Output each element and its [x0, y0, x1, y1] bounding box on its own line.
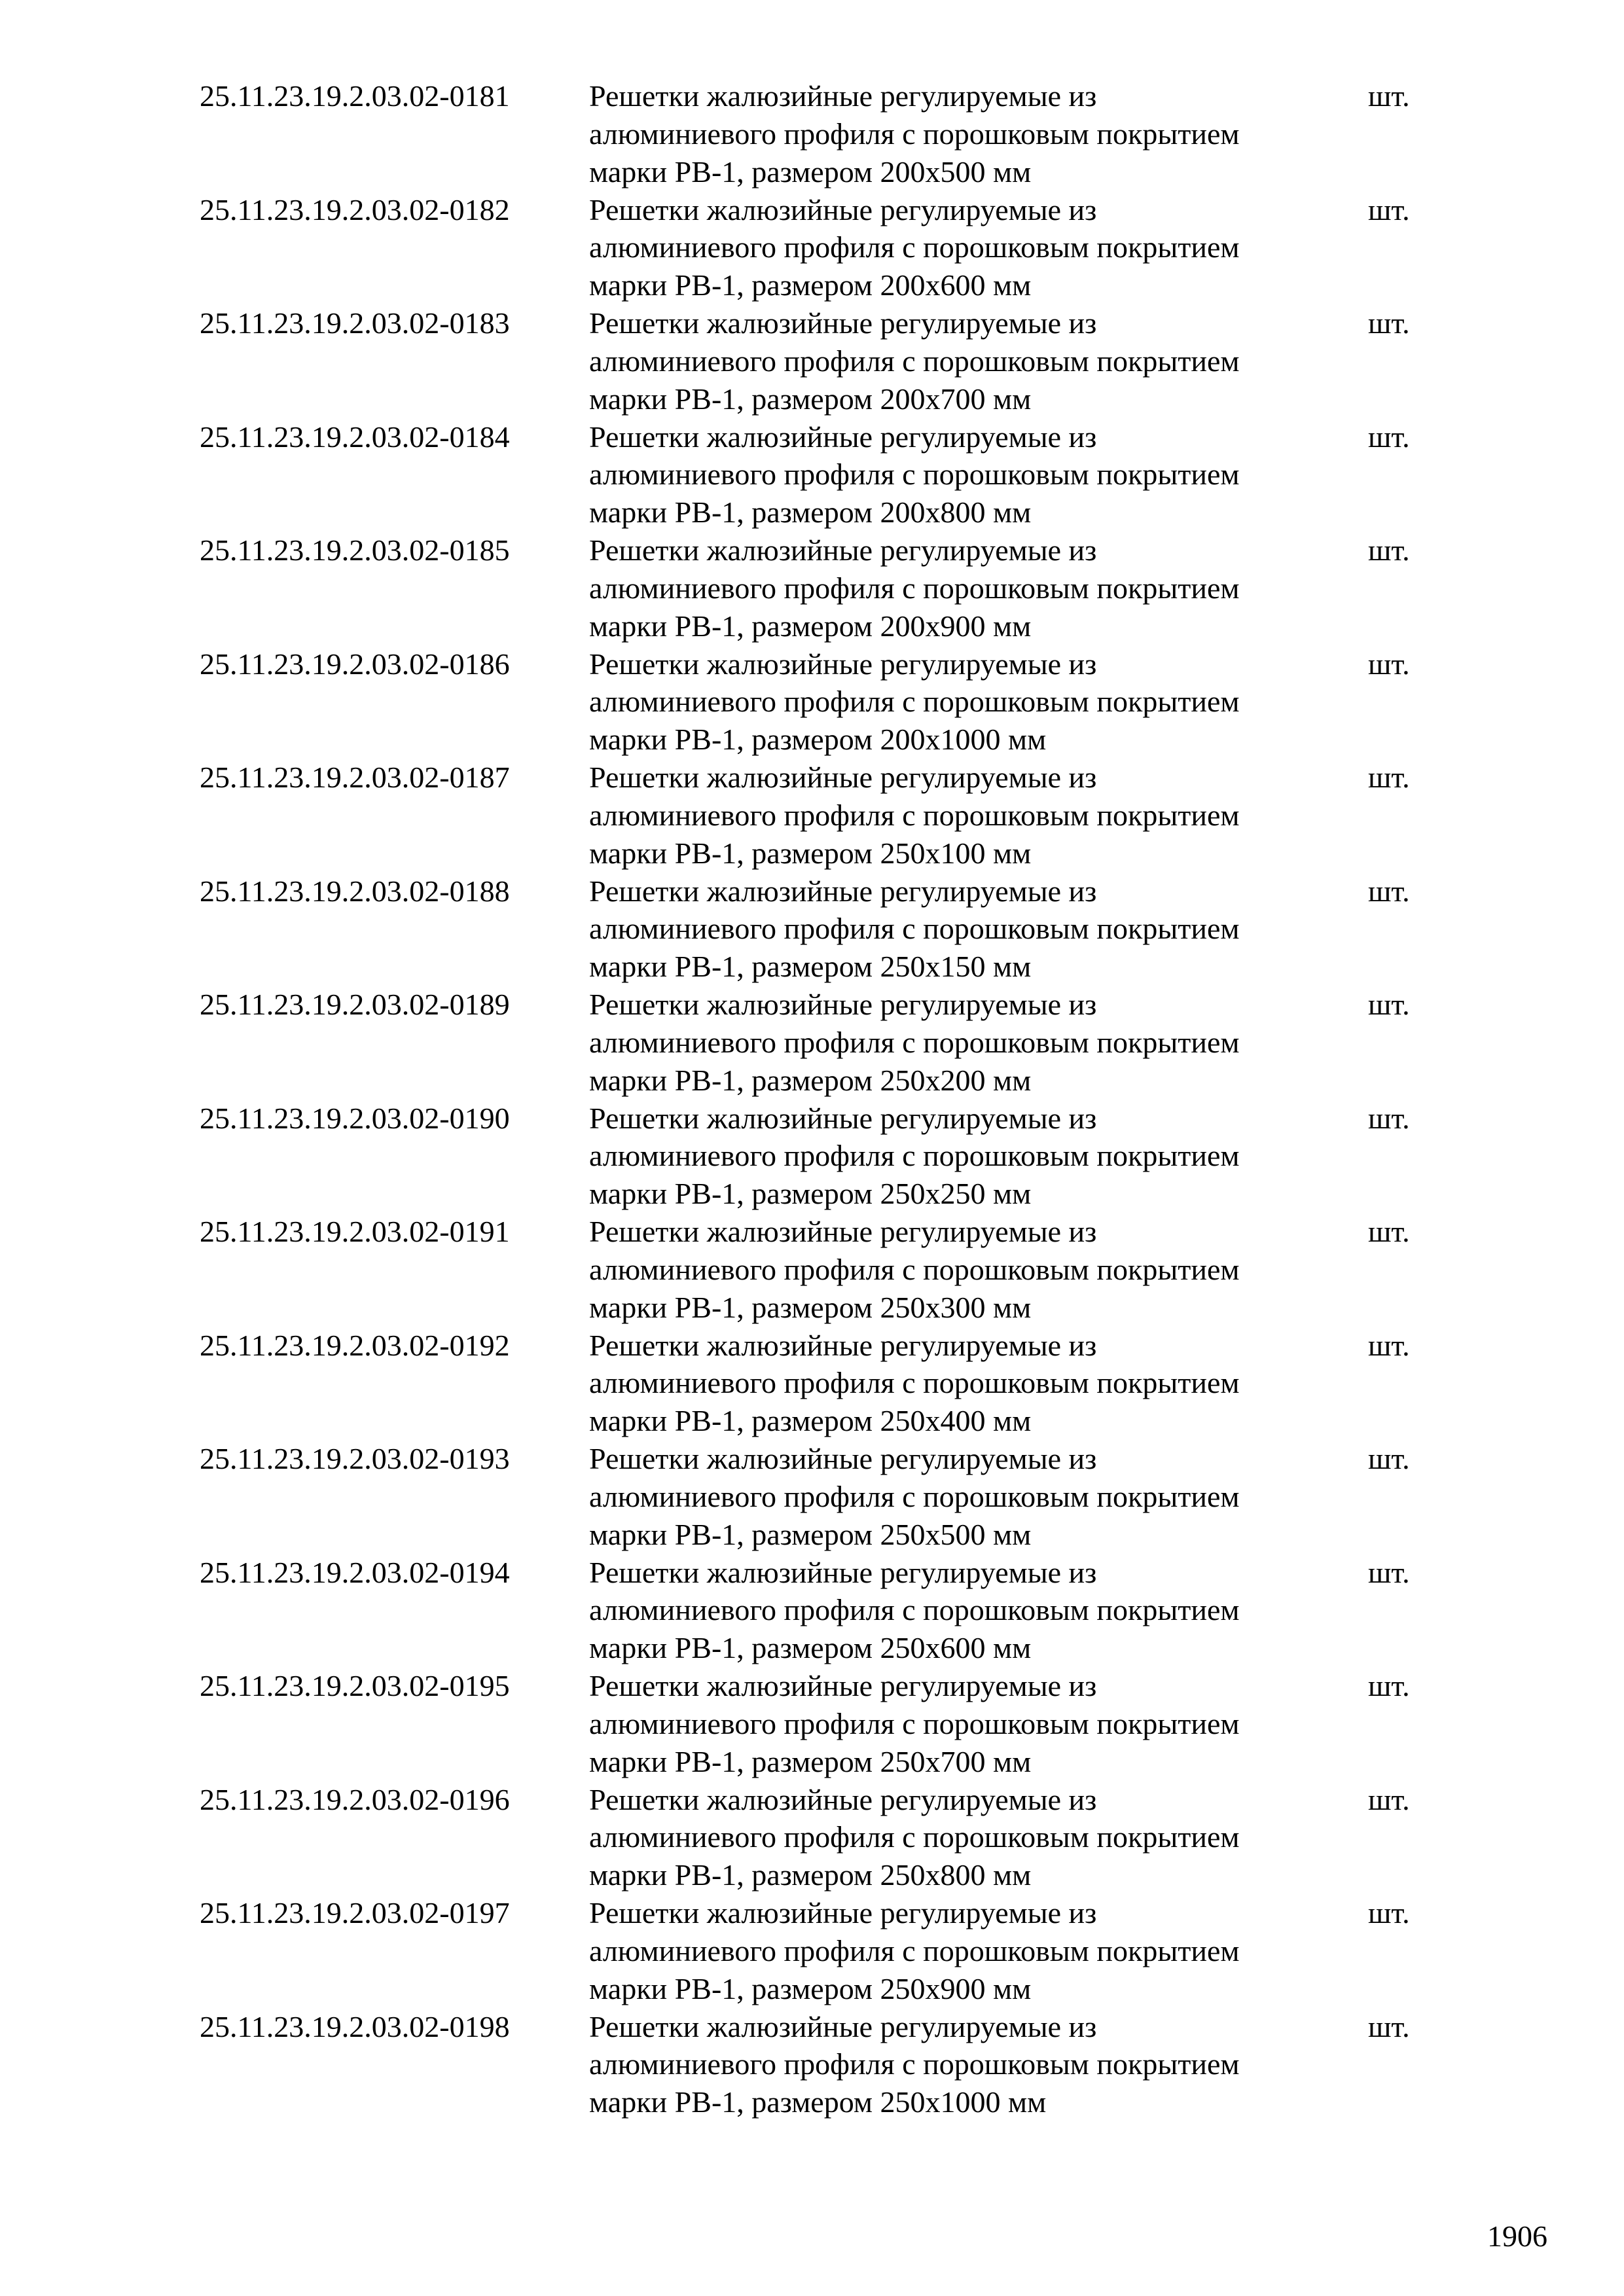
description-line: алюминиевого профиля с порошковым покрытием [589, 457, 1240, 492]
item-unit: шт. [1368, 761, 1410, 794]
item-description [589, 531, 1348, 645]
table-row [0, 1554, 1624, 1668]
description-line: алюминиевого профиля с порошковым покрытием [589, 912, 1240, 946]
table-row [0, 1100, 1624, 1213]
description-line: алюминиевого профиля с порошковым покрытием [589, 1479, 1240, 1513]
item-code: 25.11.23.19.2.03.02-0182 [200, 192, 510, 226]
description-line: марки РВ-1, размером 200х900 мм [589, 609, 1032, 643]
description-line: алюминиевого профиля с порошковым покрытием [589, 1139, 1240, 1173]
item-description [589, 418, 1348, 531]
description-line: марки РВ-1, размером 250х700 мм [589, 1744, 1032, 1778]
description-line: Решетки жалюзийные регулируемые из [589, 647, 1097, 681]
item-code: 25.11.23.19.2.03.02-0189 [200, 988, 510, 1021]
item-unit: шт. [1368, 988, 1410, 1021]
description-line: алюминиевого профиля с порошковым покрытием [589, 230, 1240, 264]
description-line: алюминиевого профиля с порошковым покрытием [589, 1025, 1240, 1059]
item-unit: шт. [1368, 420, 1410, 454]
item-unit: шт. [1368, 1555, 1410, 1589]
item-unit: шт. [1368, 306, 1410, 340]
item-description [589, 1781, 1348, 1894]
table-row [0, 759, 1624, 872]
table-row [0, 531, 1624, 645]
description-line: Решетки жалюзийные регулируемые из [589, 1782, 1097, 1816]
description-line: алюминиевого профиля с порошковым покрытием [589, 344, 1240, 378]
description-line: марки РВ-1, размером 200х700 мм [589, 382, 1032, 416]
description-line: Решетки жалюзийные регулируемые из [589, 1555, 1097, 1589]
description-line: марки РВ-1, размером 250х900 мм [589, 1971, 1032, 2005]
description-line: алюминиевого профиля с порошковым покрытием [589, 571, 1240, 605]
item-description [589, 872, 1348, 986]
description-line: марки РВ-1, размером 250х250 мм [589, 1177, 1032, 1211]
description-line: Решетки жалюзийные регулируемые из [589, 1328, 1097, 1362]
description-line: алюминиевого профиля с порошковым покрытием [589, 1593, 1240, 1627]
table-row [0, 1894, 1624, 2008]
description-line: марки РВ-1, размером 250х600 мм [589, 1631, 1032, 1665]
page-number: 1906 [1487, 2219, 1547, 2253]
description-line: Решетки жалюзийные регулируемые из [589, 874, 1097, 908]
item-unit: шт. [1368, 874, 1410, 908]
item-code: 25.11.23.19.2.03.02-0181 [200, 79, 510, 113]
item-unit: шт. [1368, 79, 1410, 113]
description-line: алюминиевого профиля с порошковым покрытием [589, 2047, 1240, 2081]
item-code: 25.11.23.19.2.03.02-0197 [200, 1896, 510, 1929]
description-line: алюминиевого профиля с порошковым покрытием [589, 1933, 1240, 1967]
table-row [0, 1213, 1624, 1327]
description-line: марки РВ-1, размером 250х500 мм [589, 1517, 1032, 1551]
description-line: марки РВ-1, размером 250х400 мм [589, 1404, 1032, 1438]
table-row [0, 1327, 1624, 1441]
item-code: 25.11.23.19.2.03.02-0187 [200, 761, 510, 794]
description-line: Решетки жалюзийные регулируемые из [589, 533, 1097, 567]
description-line: марки РВ-1, размером 200х500 мм [589, 154, 1032, 188]
item-description [589, 1667, 1348, 1780]
item-code: 25.11.23.19.2.03.02-0194 [200, 1555, 510, 1589]
description-line: марки РВ-1, размером 250х1000 мм [589, 2085, 1047, 2119]
item-description [589, 1440, 1348, 1553]
item-description [589, 77, 1348, 190]
item-code: 25.11.23.19.2.03.02-0192 [200, 1328, 510, 1362]
item-unit: шт. [1368, 1782, 1410, 1816]
item-code: 25.11.23.19.2.03.02-0195 [200, 1669, 510, 1702]
table-row [0, 304, 1624, 418]
item-code: 25.11.23.19.2.03.02-0185 [200, 533, 510, 567]
description-line: Решетки жалюзийные регулируемые из [589, 1669, 1097, 1702]
description-line: Решетки жалюзийные регулируемые из [589, 761, 1097, 794]
item-description [589, 2008, 1348, 2121]
description-line: алюминиевого профиля с порошковым покрытием [589, 1366, 1240, 1400]
price-list-table [0, 77, 1624, 2121]
description-line: алюминиевого профиля с порошковым покрытием [589, 117, 1240, 151]
item-description [589, 191, 1348, 304]
description-line: Решетки жалюзийные регулируемые из [589, 1442, 1097, 1475]
table-row [0, 191, 1624, 305]
item-unit: шт. [1368, 1442, 1410, 1475]
item-description [589, 1327, 1348, 1440]
description-line: алюминиевого профиля с порошковым покрытием [589, 798, 1240, 832]
item-code: 25.11.23.19.2.03.02-0190 [200, 1101, 510, 1135]
description-line: марки РВ-1, размером 250х300 мм [589, 1290, 1032, 1324]
description-line: марки РВ-1, размером 200х1000 мм [589, 723, 1047, 757]
item-description [589, 1213, 1348, 1326]
description-line: Решетки жалюзийные регулируемые из [589, 79, 1097, 113]
description-line: алюминиевого профиля с порошковым покрытием [589, 1706, 1240, 1740]
item-code: 25.11.23.19.2.03.02-0183 [200, 306, 510, 340]
item-unit: шт. [1368, 533, 1410, 567]
item-description [589, 759, 1348, 872]
description-line: марки РВ-1, размером 250х100 мм [589, 836, 1032, 870]
item-code: 25.11.23.19.2.03.02-0191 [200, 1215, 510, 1248]
item-unit: шт. [1368, 192, 1410, 226]
item-code: 25.11.23.19.2.03.02-0193 [200, 1442, 510, 1475]
description-line: марки РВ-1, размером 250х200 мм [589, 1063, 1032, 1097]
description-line: Решетки жалюзийные регулируемые из [589, 2009, 1097, 2043]
item-code: 25.11.23.19.2.03.02-0196 [200, 1782, 510, 1816]
table-row [0, 1781, 1624, 1895]
description-line: Решетки жалюзийные регулируемые из [589, 988, 1097, 1021]
description-line: марки РВ-1, размером 250х800 мм [589, 1858, 1032, 1892]
item-unit: шт. [1368, 1101, 1410, 1135]
table-row [0, 986, 1624, 1100]
table-row [0, 1440, 1624, 1554]
item-description [589, 1100, 1348, 1213]
table-row [0, 2008, 1624, 2122]
description-line: Решетки жалюзийные регулируемые из [589, 306, 1097, 340]
description-line: алюминиевого профиля с порошковым покрытием [589, 685, 1240, 719]
item-unit: шт. [1368, 1669, 1410, 1702]
item-unit: шт. [1368, 1215, 1410, 1248]
item-description [589, 1894, 1348, 2007]
description-line: Решетки жалюзийные регулируемые из [589, 1215, 1097, 1248]
description-line: Решетки жалюзийные регулируемые из [589, 1101, 1097, 1135]
item-code: 25.11.23.19.2.03.02-0186 [200, 647, 510, 681]
table-row [0, 77, 1624, 191]
item-unit: шт. [1368, 1328, 1410, 1362]
description-line: алюминиевого профиля с порошковым покрытием [589, 1252, 1240, 1286]
item-unit: шт. [1368, 2009, 1410, 2043]
table-row [0, 1667, 1624, 1781]
description-line: марки РВ-1, размером 250х150 мм [589, 950, 1032, 984]
table-row [0, 418, 1624, 532]
item-code: 25.11.23.19.2.03.02-0198 [200, 2009, 510, 2043]
item-unit: шт. [1368, 647, 1410, 681]
description-line: алюминиевого профиля с порошковым покрытием [589, 1820, 1240, 1854]
description-line: Решетки жалюзийные регулируемые из [589, 420, 1097, 454]
item-description [589, 645, 1348, 759]
description-line: Решетки жалюзийные регулируемые из [589, 192, 1097, 226]
description-line: марки РВ-1, размером 200х600 мм [589, 268, 1032, 302]
description-line: марки РВ-1, размером 200х800 мм [589, 495, 1032, 529]
item-code: 25.11.23.19.2.03.02-0188 [200, 874, 510, 908]
item-code: 25.11.23.19.2.03.02-0184 [200, 420, 510, 454]
description-line: Решетки жалюзийные регулируемые из [589, 1896, 1097, 1929]
table-row [0, 872, 1624, 986]
item-unit: шт. [1368, 1896, 1410, 1929]
table-row [0, 645, 1624, 759]
item-description [589, 304, 1348, 418]
item-description [589, 986, 1348, 1099]
item-description [589, 1554, 1348, 1667]
